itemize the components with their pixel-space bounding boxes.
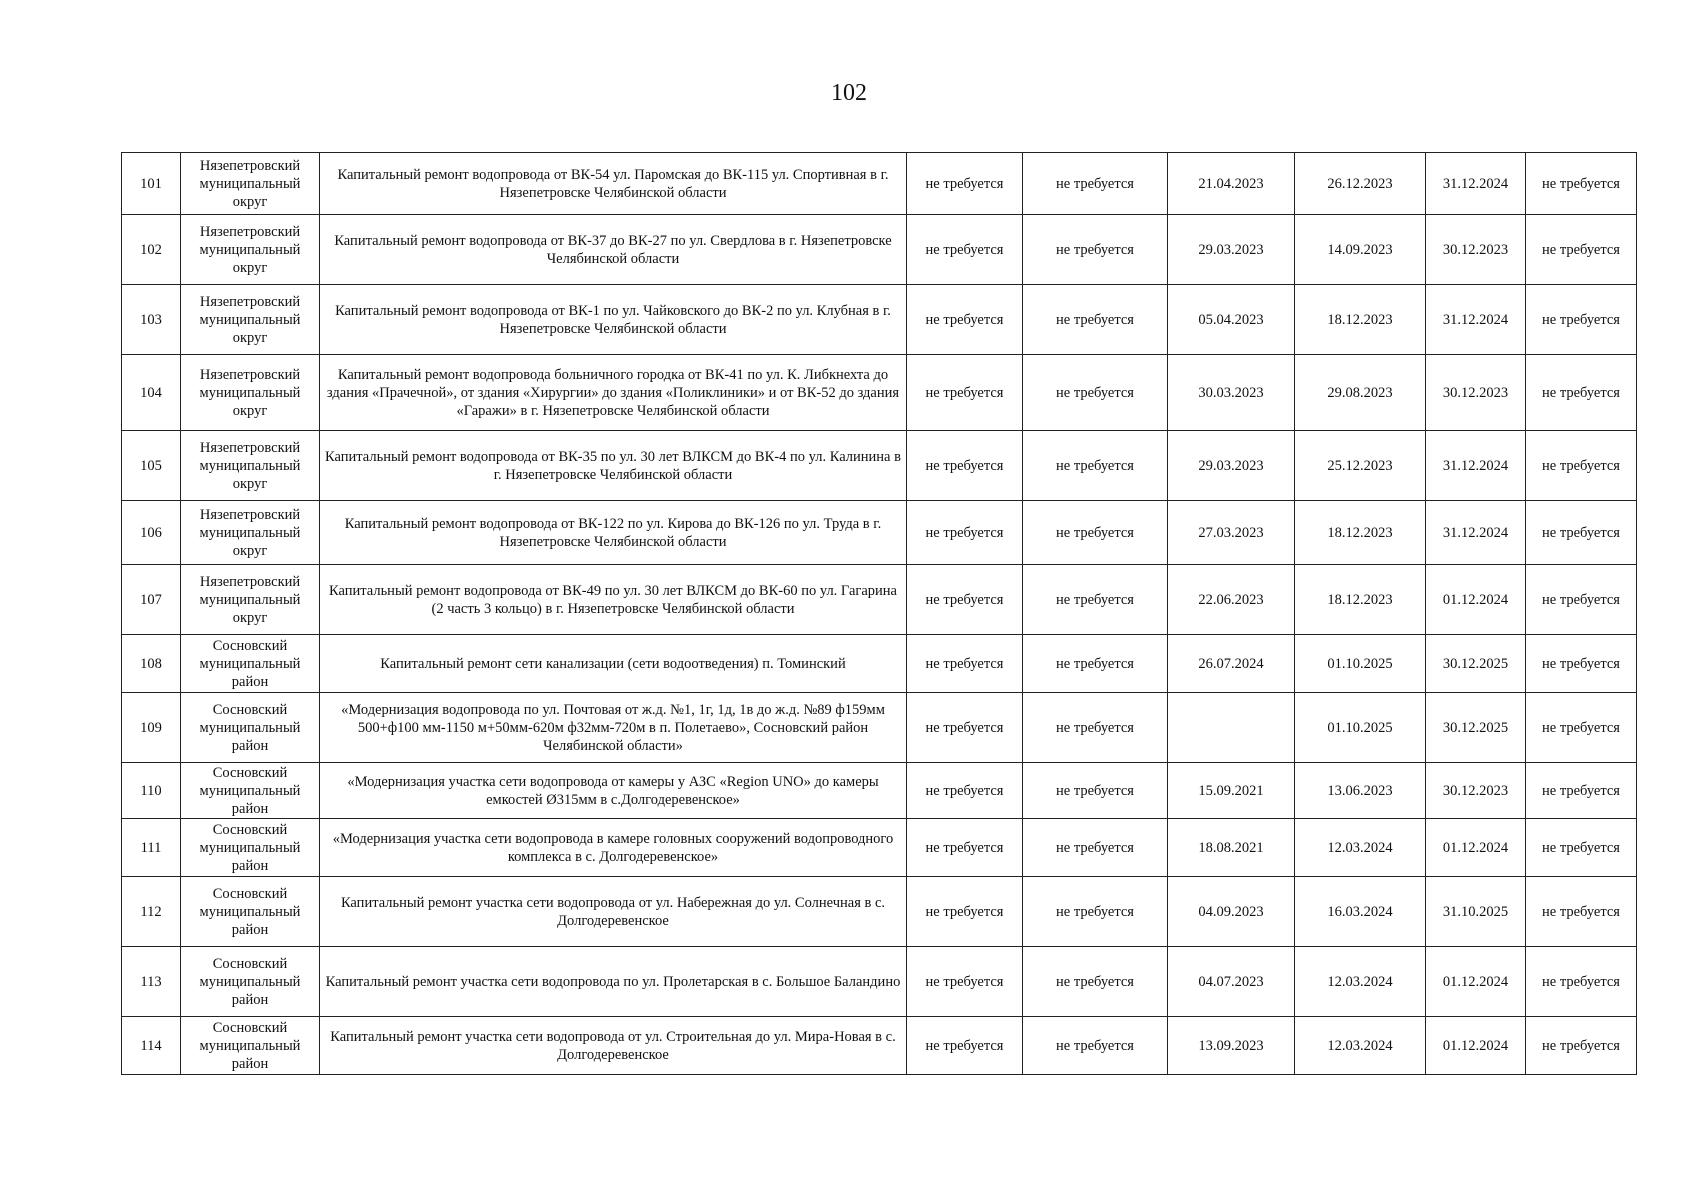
table-row <box>122 819 1637 877</box>
cell-description: «Модернизация участка сети водопровода в камере головных сооружений водопроводного комплекса в с. Долгодеревенское» <box>320 819 907 877</box>
cell-date-1: 30.03.2023 <box>1168 355 1295 431</box>
cell-requirement-1: не требуется <box>907 1017 1023 1075</box>
cell-date-1: 29.03.2023 <box>1168 431 1295 501</box>
cell-date-1: 22.06.2023 <box>1168 565 1295 635</box>
cell-requirement-2: не требуется <box>1023 501 1168 565</box>
cell-requirement-3: не требуется <box>1526 819 1637 877</box>
cell-number: 112 <box>122 877 181 947</box>
cell-requirement-3: не требуется <box>1526 877 1637 947</box>
cell-district: Нязепетровский муниципальный округ <box>181 215 320 285</box>
cell-date-1: 13.09.2023 <box>1168 1017 1295 1075</box>
cell-number: 113 <box>122 947 181 1017</box>
cell-date-2: 18.12.2023 <box>1295 285 1426 355</box>
cell-description: Капитальный ремонт участка сети водопровода от ул. Набережная до ул. Солнечная в с. Долгодеревенское <box>320 877 907 947</box>
cell-requirement-2: не требуется <box>1023 285 1168 355</box>
cell-date-1: 04.07.2023 <box>1168 947 1295 1017</box>
cell-date-2: 18.12.2023 <box>1295 501 1426 565</box>
cell-requirement-2: не требуется <box>1023 565 1168 635</box>
cell-date-3: 01.12.2024 <box>1426 1017 1526 1075</box>
cell-requirement-2: не требуется <box>1023 947 1168 1017</box>
cell-requirement-2: не требуется <box>1023 635 1168 693</box>
cell-date-2: 18.12.2023 <box>1295 565 1426 635</box>
table-row <box>122 501 1637 565</box>
cell-requirement-3: не требуется <box>1526 355 1637 431</box>
cell-requirement-3: не требуется <box>1526 635 1637 693</box>
cell-requirement-2: не требуется <box>1023 877 1168 947</box>
cell-description: Капитальный ремонт сети канализации (сети водоотведения) п. Томинский <box>320 635 907 693</box>
cell-description: Капитальный ремонт водопровода от ВК-54 ул. Паромская до ВК-115 ул. Спортивная в г. Нязепетровске Челябинской области <box>320 153 907 215</box>
cell-district: Сосновский муниципальный район <box>181 877 320 947</box>
cell-date-1: 18.08.2021 <box>1168 819 1295 877</box>
cell-requirement-3: не требуется <box>1526 1017 1637 1075</box>
cell-district: Нязепетровский муниципальный округ <box>181 431 320 501</box>
table-row <box>122 947 1637 1017</box>
cell-requirement-1: не требуется <box>907 215 1023 285</box>
cell-date-2: 25.12.2023 <box>1295 431 1426 501</box>
table-row <box>122 763 1637 819</box>
cell-date-3: 30.12.2023 <box>1426 355 1526 431</box>
table-row <box>122 565 1637 635</box>
cell-number: 106 <box>122 501 181 565</box>
cell-date-2: 16.03.2024 <box>1295 877 1426 947</box>
cell-requirement-2: не требуется <box>1023 215 1168 285</box>
cell-date-1: 29.03.2023 <box>1168 215 1295 285</box>
page-number: 102 <box>831 80 867 106</box>
cell-date-2: 26.12.2023 <box>1295 153 1426 215</box>
cell-date-3: 31.10.2025 <box>1426 877 1526 947</box>
cell-requirement-2: не требуется <box>1023 431 1168 501</box>
cell-date-2: 01.10.2025 <box>1295 693 1426 763</box>
cell-requirement-3: не требуется <box>1526 947 1637 1017</box>
cell-requirement-1: не требуется <box>907 693 1023 763</box>
cell-number: 103 <box>122 285 181 355</box>
cell-requirement-2: не требуется <box>1023 153 1168 215</box>
cell-date-1: 27.03.2023 <box>1168 501 1295 565</box>
cell-date-1: 21.04.2023 <box>1168 153 1295 215</box>
table-row <box>122 153 1637 215</box>
cell-description: Капитальный ремонт участка сети водопровода от ул. Строительная до ул. Мира-Новая в с. Долгодеревенское <box>320 1017 907 1075</box>
cell-requirement-3: не требуется <box>1526 215 1637 285</box>
cell-requirement-1: не требуется <box>907 501 1023 565</box>
cell-date-3: 30.12.2023 <box>1426 763 1526 819</box>
cell-requirement-2: не требуется <box>1023 1017 1168 1075</box>
cell-requirement-1: не требуется <box>907 355 1023 431</box>
cell-requirement-1: не требуется <box>907 763 1023 819</box>
table-row <box>122 1017 1637 1075</box>
projects-table <box>121 152 1637 1075</box>
cell-description: Капитальный ремонт участка сети водопровода по ул. Пролетарская в с. Большое Баландино <box>320 947 907 1017</box>
cell-requirement-1: не требуется <box>907 947 1023 1017</box>
cell-number: 108 <box>122 635 181 693</box>
table-row <box>122 285 1637 355</box>
cell-district: Нязепетровский муниципальный округ <box>181 153 320 215</box>
cell-number: 107 <box>122 565 181 635</box>
cell-date-3: 01.12.2024 <box>1426 947 1526 1017</box>
cell-requirement-1: не требуется <box>907 565 1023 635</box>
cell-description: Капитальный ремонт водопровода от ВК-122 по ул. Кирова до ВК-126 по ул. Труда в г. Нязепетровске Челябинской области <box>320 501 907 565</box>
cell-date-3: 30.12.2025 <box>1426 635 1526 693</box>
cell-description: Капитальный ремонт водопровода от ВК-1 по ул. Чайковского до ВК-2 по ул. Клубная в г. Нязепетровске Челябинской области <box>320 285 907 355</box>
cell-date-2: 01.10.2025 <box>1295 635 1426 693</box>
cell-date-1: 05.04.2023 <box>1168 285 1295 355</box>
cell-description: Капитальный ремонт водопровода от ВК-49 по ул. 30 лет ВЛКСМ до ВК-60 по ул. Гагарина (2 часть 3 кольцо) в г. Нязепетровске Челябинской области <box>320 565 907 635</box>
cell-district: Нязепетровский муниципальный округ <box>181 285 320 355</box>
cell-requirement-1: не требуется <box>907 635 1023 693</box>
cell-date-1: 15.09.2021 <box>1168 763 1295 819</box>
cell-requirement-3: не требуется <box>1526 763 1637 819</box>
cell-date-3: 01.12.2024 <box>1426 819 1526 877</box>
cell-date-3: 01.12.2024 <box>1426 565 1526 635</box>
cell-date-1: 26.07.2024 <box>1168 635 1295 693</box>
cell-number: 114 <box>122 1017 181 1075</box>
cell-requirement-2: не требуется <box>1023 355 1168 431</box>
table-row <box>122 215 1637 285</box>
cell-district: Сосновский муниципальный район <box>181 693 320 763</box>
cell-requirement-1: не требуется <box>907 877 1023 947</box>
cell-requirement-3: не требуется <box>1526 693 1637 763</box>
cell-date-2: 12.03.2024 <box>1295 819 1426 877</box>
cell-district: Нязепетровский муниципальный округ <box>181 565 320 635</box>
cell-district: Сосновский муниципальный район <box>181 635 320 693</box>
cell-district: Нязепетровский муниципальный округ <box>181 355 320 431</box>
cell-date-3: 31.12.2024 <box>1426 285 1526 355</box>
cell-requirement-1: не требуется <box>907 153 1023 215</box>
cell-requirement-1: не требуется <box>907 285 1023 355</box>
cell-number: 104 <box>122 355 181 431</box>
cell-date-1 <box>1168 693 1295 763</box>
cell-description: «Модернизация участка сети водопровода от камеры у АЗС «Region UNO» до камеры емкостей Ø315мм в с.Долгодеревенское» <box>320 763 907 819</box>
cell-description: Капитальный ремонт водопровода от ВК-37 до ВК-27 по ул. Свердлова в г. Нязепетровске Челябинской области <box>320 215 907 285</box>
cell-district: Сосновский муниципальный район <box>181 763 320 819</box>
cell-requirement-3: не требуется <box>1526 153 1637 215</box>
cell-number: 101 <box>122 153 181 215</box>
cell-district: Сосновский муниципальный район <box>181 947 320 1017</box>
cell-date-2: 14.09.2023 <box>1295 215 1426 285</box>
cell-requirement-1: не требуется <box>907 431 1023 501</box>
cell-number: 105 <box>122 431 181 501</box>
table-row <box>122 693 1637 763</box>
cell-requirement-3: не требуется <box>1526 285 1637 355</box>
cell-district: Сосновский муниципальный район <box>181 1017 320 1075</box>
table-row <box>122 635 1637 693</box>
cell-district: Нязепетровский муниципальный округ <box>181 501 320 565</box>
cell-date-3: 31.12.2024 <box>1426 501 1526 565</box>
cell-requirement-2: не требуется <box>1023 693 1168 763</box>
cell-requirement-2: не требуется <box>1023 819 1168 877</box>
cell-number: 111 <box>122 819 181 877</box>
cell-number: 102 <box>122 215 181 285</box>
cell-date-1: 04.09.2023 <box>1168 877 1295 947</box>
cell-requirement-3: не требуется <box>1526 501 1637 565</box>
cell-description: Капитальный ремонт водопровода от ВК-35 по ул. 30 лет ВЛКСМ до ВК-4 по ул. Калинина в г. Нязепетровске Челябинской области <box>320 431 907 501</box>
cell-number: 110 <box>122 763 181 819</box>
cell-description: Капитальный ремонт водопровода больничного городка от ВК-41 по ул. К. Либкнехта до здания «Прачечной», от здания «Хирургии» до здания «Поликлиники» и от ВК-52 до здания «Гаражи» в г. Нязепетровске Челябинской области <box>320 355 907 431</box>
cell-district: Сосновский муниципальный район <box>181 819 320 877</box>
cell-requirement-3: не требуется <box>1526 565 1637 635</box>
table-row <box>122 431 1637 501</box>
cell-date-2: 13.06.2023 <box>1295 763 1426 819</box>
cell-date-2: 12.03.2024 <box>1295 947 1426 1017</box>
cell-date-2: 12.03.2024 <box>1295 1017 1426 1075</box>
table-row <box>122 355 1637 431</box>
cell-description: «Модернизация водопровода по ул. Почтовая от ж.д. №1, 1г, 1д, 1в до ж.д. №89 ф159мм 500+ф100 мм-1150 м+50мм-620м ф32мм-720м в п. Полетаево», Сосновский район Челябинской области» <box>320 693 907 763</box>
table-row <box>122 877 1637 947</box>
cell-requirement-1: не требуется <box>907 819 1023 877</box>
cell-requirement-2: не требуется <box>1023 763 1168 819</box>
cell-date-2: 29.08.2023 <box>1295 355 1426 431</box>
cell-requirement-3: не требуется <box>1526 431 1637 501</box>
cell-date-3: 31.12.2024 <box>1426 153 1526 215</box>
cell-date-3: 30.12.2023 <box>1426 215 1526 285</box>
cell-date-3: 31.12.2024 <box>1426 431 1526 501</box>
cell-date-3: 30.12.2025 <box>1426 693 1526 763</box>
cell-number: 109 <box>122 693 181 763</box>
